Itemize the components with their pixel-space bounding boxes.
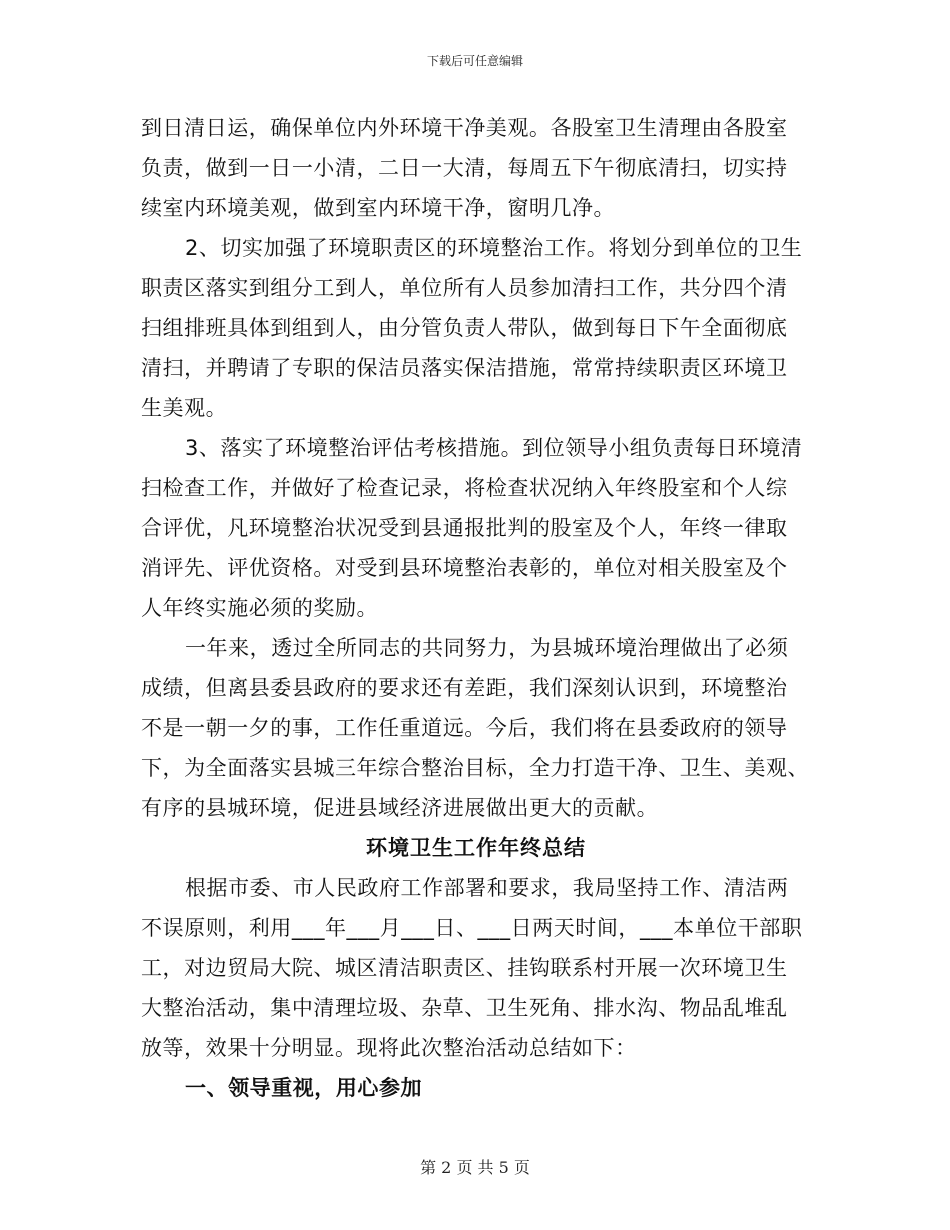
document-body — [141, 108, 811, 1108]
page-footer: 第 2 页 共 5 页 — [420, 1158, 530, 1177]
subheading: 一、领导重视，用心参加 — [185, 1076, 423, 1100]
text-line: 消评先、评优资格。对受到县环境整治表彰的，单位对相关股室及个 — [141, 556, 788, 580]
text-line: 工，对边贸局大院、城区清洁职责区、挂钩联系村开展一次环境卫生 — [141, 956, 788, 980]
page-header: 下载后可任意编辑 — [426, 54, 523, 68]
text-line: 续室内环境美观，做到室内环境干净，窗明几净。 — [141, 196, 616, 220]
paragraph-point-2 — [141, 228, 811, 428]
text-line: 一年来，透过全所同志的共同努力，为县城环境治理做出了必须 — [185, 636, 789, 660]
text-line: 不是一朝一夕的事，工作任重道远。今后，我们将在县委政府的领导 — [141, 716, 788, 740]
text-line: 根据市委、市人民政府工作部署和要求，我局坚持工作、清洁两 — [185, 876, 789, 900]
text-line: 成绩，但离县委县政府的要求还有差距，我们深刻认识到，环境整治 — [141, 676, 788, 700]
text-line: 放等，效果十分明显。现将此次整治活动总结如下： — [141, 1036, 637, 1060]
text-line: 清扫，并聘请了专职的保洁员落实保洁措施，常常持续职责区环境卫 — [141, 356, 788, 380]
text-line: 人年终实施必须的奖励。 — [141, 596, 379, 620]
text-line: 2、切实加强了环境职责区的环境整治工作。将划分到单位的卫生 — [185, 236, 803, 260]
text-line: 下，为全面落实县城三年综合整治目标，全力打造干净、卫生、美观、 — [141, 756, 810, 780]
text-line: 大整治活动，集中清理垃圾、杂草、卫生死角、排水沟、物品乱堆乱 — [141, 996, 788, 1020]
text-line: 扫组排班具体到组到人，由分管负责人带队，做到每日下午全面彻底 — [141, 316, 788, 340]
text-line: 合评优，凡环境整治状况受到县通报批判的股室及个人，年终一律取 — [141, 516, 788, 540]
text-line: 生美观。 — [141, 396, 228, 420]
paragraph-intro — [141, 868, 811, 1068]
text-line: 不误原则，利用___年___月___日、___日两天时间，___本单位干部职 — [141, 916, 803, 940]
section-title: 环境卫生工作年终总结 — [366, 836, 586, 860]
paragraph-conclusion — [141, 628, 811, 828]
text-line: 有序的县城环境，促进县域经济进展做出更大的贡献。 — [141, 796, 659, 820]
paragraph-hygiene-routine — [141, 108, 811, 228]
text-line: 3、落实了环境整治评估考核措施。到位领导小组负责每日环境清 — [185, 436, 803, 460]
paragraph-point-3 — [141, 428, 811, 628]
text-line: 到日清日运，确保单位内外环境干净美观。各股室卫生清理由各股室 — [141, 116, 788, 140]
text-line: 职责区落实到组分工到人，单位所有人员参加清扫工作，共分四个清 — [141, 276, 788, 300]
text-line: 扫检查工作，并做好了检查记录，将检查状况纳入年终股室和个人综 — [141, 476, 788, 500]
text-line: 负责，做到一日一小清，二日一大清，每周五下午彻底清扫，切实持 — [141, 156, 788, 180]
